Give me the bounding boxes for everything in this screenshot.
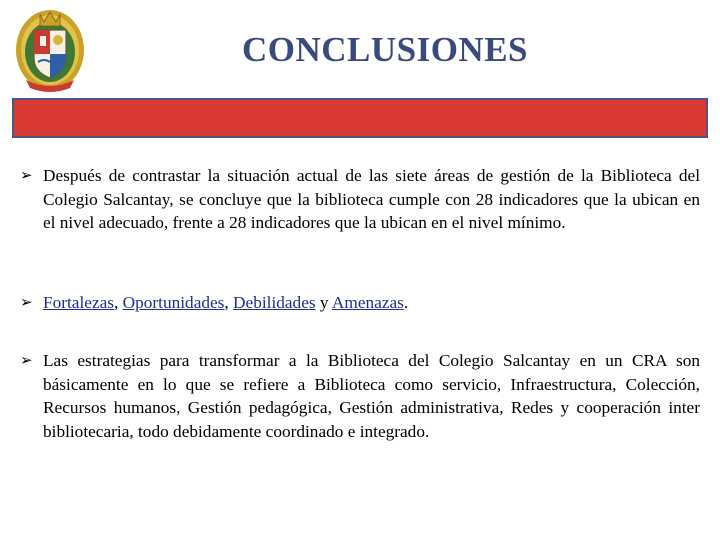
separator: , [114, 293, 123, 312]
link-debilidades[interactable]: Debilidades [233, 293, 316, 312]
link-amenazas[interactable]: Amenazas [331, 293, 404, 312]
separator: y [315, 293, 332, 312]
conclusion-item-2 [20, 291, 700, 315]
conclusion-item-3 [20, 349, 700, 443]
arrow-bullet-icon: ➢ [20, 166, 33, 184]
separator: , [224, 293, 234, 312]
conclusion-text: Las estrategias para transformar a la Biblioteca del Colegio Salcantay en un CRA son básicamente en lo que se refiere a Biblioteca como servicio, Infraestructura, Colección, Recursos humanos, Gestión pedagógica, Gestión administrativa, Redes y cooperación inter bibliotecaria, todo debidamente coordinado e integrado. [43, 351, 700, 441]
link-oportunidades[interactable]: Oportunidades [122, 293, 225, 312]
title-banner [12, 98, 708, 138]
separator: . [403, 293, 409, 312]
conclusion-text: Después de contrastar la situación actual de las siete áreas de gestión de la Biblioteca del Colegio Salcantay, se concluye que la biblioteca cumple con 28 indicadores que la ubican en el nivel adecuado, frente a 28 indicadores que la ubican en el nivel mínimo. [43, 166, 700, 232]
link-fortalezas[interactable]: Fortalezas [43, 293, 115, 312]
arrow-bullet-icon: ➢ [20, 293, 33, 311]
page-title: CONCLUSIONES [241, 30, 529, 69]
conclusion-text [43, 291, 700, 315]
arrow-bullet-icon: ➢ [20, 351, 33, 369]
conclusion-item-1 [20, 164, 700, 235]
university-crest-icon [12, 6, 88, 94]
